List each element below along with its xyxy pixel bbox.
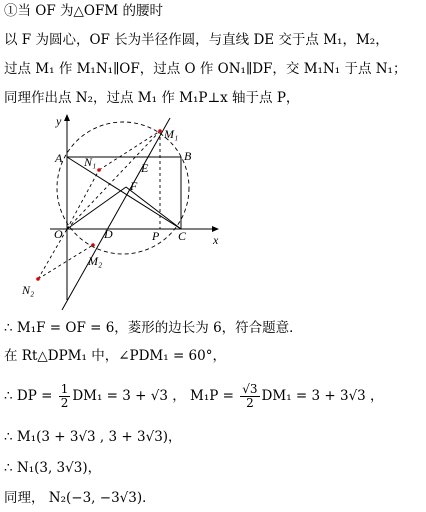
dp-rhs: DM₁ = 3 + √3 ， M₁P = bbox=[72, 388, 234, 404]
segment-O-N1 bbox=[67, 170, 99, 229]
label-O: O bbox=[54, 227, 63, 241]
label-M2: M₂ bbox=[88, 254, 103, 268]
text-line-3: 过点 M₁ 作 M₁N₁∥OF，过点 O 作 ON₁∥DF，交 M₁N₁ 于点 N₁； bbox=[4, 61, 407, 77]
label-N2: N₂ bbox=[22, 283, 35, 297]
y-axis-arrow bbox=[64, 114, 70, 121]
label-P: P bbox=[152, 229, 160, 243]
m1p-rhs: DM₁ = 3 + 3√3 ， bbox=[261, 388, 384, 404]
label-C: C bbox=[178, 229, 187, 243]
point-M1 bbox=[158, 129, 162, 133]
text-line-9: ∴ N₁(3, 3√3)， bbox=[4, 460, 102, 476]
line-DE bbox=[62, 118, 170, 310]
segment-N1-M1 bbox=[99, 131, 160, 170]
text-line-4: 同理作出点 N₂，过点 M₁ 作 M₁P⊥x 轴于点 P， bbox=[4, 90, 300, 106]
geometry-figure bbox=[0, 108, 240, 318]
text-line-10: 同理， N₂(−3, −3√3)． bbox=[4, 490, 156, 506]
dp-lhs: ∴ DP = bbox=[4, 388, 53, 404]
label-F: F bbox=[130, 179, 138, 193]
text-line-1: ①当 OF 为△OFM 的腰时 bbox=[4, 3, 163, 19]
point-N1 bbox=[97, 168, 101, 172]
label-A: A bbox=[55, 151, 63, 165]
label-E: E bbox=[141, 161, 149, 175]
label-M1: M₁ bbox=[164, 127, 179, 141]
text-line-6: 在 Rt△DPM₁ 中，∠PDM₁ = 60°， bbox=[4, 348, 226, 364]
dashed-circle bbox=[57, 122, 189, 254]
point-M2 bbox=[91, 243, 95, 247]
fraction-half: $\frac{1}{2}$ bbox=[60, 382, 69, 410]
point-N2 bbox=[36, 277, 40, 281]
label-B: B bbox=[184, 149, 192, 163]
segment-FC bbox=[126, 187, 181, 229]
label-D: D bbox=[104, 227, 113, 241]
label-y: y bbox=[56, 114, 62, 128]
x-axis-arrow bbox=[212, 226, 219, 232]
segment-OF bbox=[67, 187, 126, 229]
label-N1: N₁ bbox=[84, 155, 97, 169]
segment-N2-M2 bbox=[38, 245, 93, 279]
text-line-7 bbox=[4, 383, 384, 410]
fraction-sqrt3-half: $\frac{√3}{2}$ bbox=[242, 382, 258, 410]
segment-O-M1 bbox=[67, 131, 160, 229]
text-line-5: ∴ M₁F = OF = 6，菱形的边长为 6，符合题意． bbox=[4, 320, 303, 336]
label-x: x bbox=[213, 233, 219, 247]
text-line-8: ∴ M₁(3 + 3√3 , 3 + 3√3)， bbox=[4, 429, 182, 445]
text-line-2: 以 F 为圆心，OF 长为半径作圆，与直线 DE 交于点 M₁，M₂， bbox=[4, 32, 389, 48]
